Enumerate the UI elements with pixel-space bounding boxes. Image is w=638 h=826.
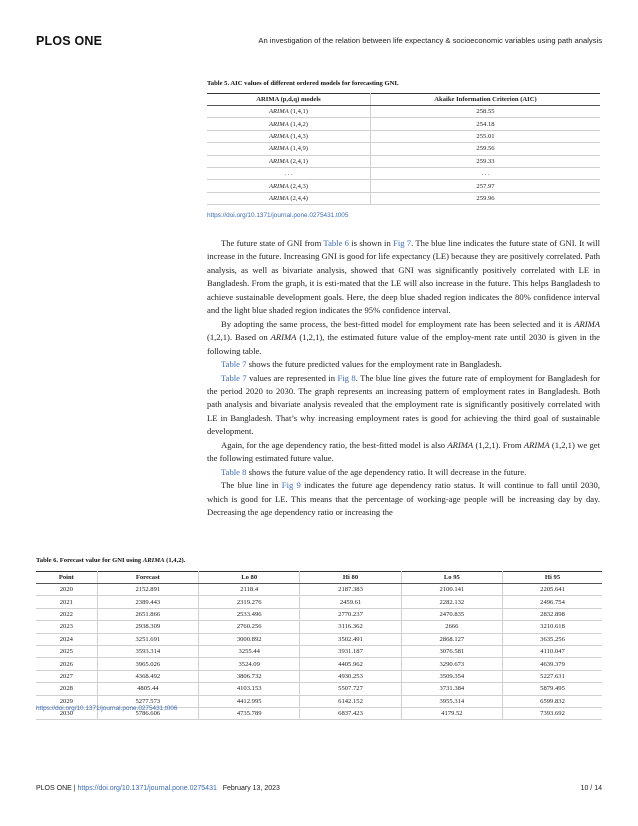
table5-cell-model: ARIMA (2,4,3) [207,180,371,192]
table6-row [36,633,602,645]
table6-cell: 2760.256 [199,621,300,633]
table5-cell-aic: 255.01 [371,130,601,142]
table6-row [36,621,602,633]
table6-cell: 5227.631 [503,670,602,682]
table6-caption-label: Table 6. [36,557,59,564]
table6-cell: 2938.309 [97,621,198,633]
paragraph: The future state of GNI from Table 6 is shown in Fig 7. The blue line indicates the future state of GNI. It will increase in the future. Increasing GNI is good for life expectancy (LE) because they are positively correlated. Path analysis, as well as bivariate analysis, showed that GNI was significantly positively correlated with LE in Bangladesh. From the graph, it is esti-mated that the LE will also increase in the future. This helps Bangladesh to achieve sustainable development goals. Here, the deep blue shaded region indicates the 80% confidence interval and the light blue shaded region indicates the 95% confidence interval. [207,238,601,316]
table6-row [36,584,602,596]
table6-cell: 3593.314 [97,645,198,657]
body-text [207,237,600,520]
table6-cell: 7393.692 [503,707,602,719]
table5-cell-aic: 259.56 [371,143,601,155]
table6-cell: 2770.237 [300,608,401,620]
table5-row [207,192,600,204]
paragraph: Table 7 values are represented in Fig 8. The blue line gives the future rate of employment for Bangladesh for the period 2020 to 2030. The graph represents an increasing pattern of employment rates in Bangladesh. Both path analysis and bivariate analysis revealed that the employment rate is significantly positively correlated with LE in Bangladesh. That’s why increasing employment rates is good for achieving the third goal of sustainable development. [207,372,600,437]
table5-cell-model: ARIMA (1,4,1) [207,106,371,118]
table6-cell: 4930.253 [300,670,401,682]
table6-cell: 2533.496 [199,608,300,620]
table6-cell: 2205.641 [503,584,602,596]
table8-link[interactable]: Table 8 [221,466,247,477]
page-number: 10 / 14 [580,785,602,792]
running-title: An investigation of the relation between life expectancy & socioeconomic variables using path analysis [258,36,602,45]
table6-cell: 2022 [36,608,97,620]
table6-cell: 2030 [36,707,97,719]
table5-cell-model: ARIMA (2,4,1) [207,155,371,167]
table5-cell-aic: 259.96 [371,192,601,204]
table6-cell: 6837.423 [300,707,401,719]
table5-row [207,180,600,192]
table6-cell: 3116.362 [300,621,401,633]
table6-cell: 2118.4 [199,584,300,596]
table6-cell: 2187.383 [300,584,401,596]
fig9-link[interactable]: Fig 9 [281,480,301,491]
table6-header-cell: Hi 95 [503,572,602,584]
table6-cell: 3806.732 [199,670,300,682]
table6-cell: 3255.44 [199,645,300,657]
table5-row [207,155,600,167]
table6-row [36,683,602,695]
table6-cell: 2282.132 [401,596,502,608]
table7-link[interactable]: Table 7 [221,359,247,370]
table6-cell: 5879.495 [503,683,602,695]
table6-cell: 5507.727 [300,683,401,695]
table6-cell: 2027 [36,670,97,682]
table5-cell-model: ARIMA (2,4,4) [207,192,371,204]
table6-cell: 2152.891 [97,584,198,596]
table5-row [207,143,600,155]
table6-cell: 5786.606 [97,707,198,719]
table5-cell-aic: 259.33 [371,155,601,167]
table6-caption: Table 6. Forecast value for GNI using ARIMA (1,4,2). [36,557,186,564]
table7-link[interactable]: Table 7 [221,372,247,383]
table6-cell: 3000.892 [199,633,300,645]
table6-cell: 2666 [401,621,502,633]
table5-header-model: ARIMA (p,d,q) models [207,94,371,106]
table6-row [36,670,602,682]
table5-caption-text: AIC values of different ordered models for forecasting GNI. [230,80,399,87]
paragraph: Table 8 shows the future value of the age dependency ratio. It will decrease in the future. [221,466,527,477]
table6-header-cell: Hi 80 [300,572,401,584]
table6-cell: 4412.995 [199,695,300,707]
footer: PLOS ONE | https://doi.org/10.1371/journal.pone.0275431 February 13, 2023 [36,785,280,792]
table6-cell: 2023 [36,621,97,633]
table6-cell: 4179.52 [401,707,502,719]
table5-row [207,130,600,142]
table6-cell: 4735.789 [199,707,300,719]
table5-row [207,118,600,130]
table5-caption-label: Table 5. [207,80,230,87]
table6-cell: 2832.898 [503,608,602,620]
table5-cell-model: . . . [207,167,371,179]
paragraph: The blue line in Fig 9 indicates the future age dependency ratio status. It will continue to fall until 2030, which is good for LE. This means that the percentage of working-age people will be increasing day by day. Decreasing the age dependency ratio or increasing the [207,480,600,518]
table6-cell: 4110.047 [503,645,602,657]
footer-doi-link[interactable]: https://doi.org/10.1371/journal.pone.0275431 [77,785,217,792]
table6-cell: 6142.152 [300,695,401,707]
table6-cell: 3509.354 [401,670,502,682]
table6-cell: 4639.379 [503,658,602,670]
table6-cell: 2029 [36,695,97,707]
table6-cell: 4405.962 [300,658,401,670]
table5-cell-model: ARIMA (1,4,3) [207,130,371,142]
table5-cell-model: ARIMA (1,4,9) [207,143,371,155]
table6-cell: 3965.026 [97,658,198,670]
table5-row [207,106,600,118]
table6-cell: 3635.256 [503,633,602,645]
table6 [36,571,602,720]
table6-cell: 2100.141 [401,584,502,596]
table6-header-cell: Point [36,572,97,584]
fig8-link[interactable]: Fig 8 [337,372,356,383]
table6-cell: 2868.127 [401,633,502,645]
paragraph: By adopting the same process, the best-fitted model for employment rate has been selected and it is ARIMA (1,2,1). Based on ARIMA (1,2,1), the estimated future value of the employ-ment rate until 2030 is given in the following table. [207,318,600,356]
table5-cell-aic: 254.18 [371,118,601,130]
table6-cell: 3076.581 [401,645,502,657]
table6-cell: 4368.492 [97,670,198,682]
table6-header-cell: Forecast [97,572,198,584]
table6-cell: 3502.491 [300,633,401,645]
table6-cell: 3955.314 [401,695,502,707]
footer-journal: PLOS ONE [36,785,72,792]
table6-row [36,658,602,670]
table6-cell: 4805.44 [97,683,198,695]
table5-doi-link[interactable]: https://doi.org/10.1371/journal.pone.0275431.t005 [207,212,349,219]
table6-link[interactable]: Table 6 [323,238,349,248]
table6-row [36,608,602,620]
table6-cell: 2319.276 [199,596,300,608]
table5-cell-aic: 258.55 [371,106,601,118]
paragraph: Table 7 shows the future predicted values for the employment rate in Bangladesh. [221,359,502,370]
table6-cell: 2651.866 [97,608,198,620]
table6-row [36,645,602,657]
table6-cell: 3731.384 [401,683,502,695]
table6-cell: 3290.673 [401,658,502,670]
table6-cell: 2026 [36,658,97,670]
table5 [207,93,600,205]
table5-cell-model: ARIMA (1,4,2) [207,118,371,130]
table6-cell: 2025 [36,645,97,657]
table5-header-aic: Akaike Information Criterion (AIC) [371,94,601,106]
paragraph: Again, for the age dependency ratio, the best-fitted model is also ARIMA (1,2,1). From ARIMA (1,2,1) we get the following estimated future value. [207,439,600,464]
table5-cell-aic: . . . [371,167,601,179]
table6-cell: 2389.443 [97,596,198,608]
table6-doi-link[interactable]: https://doi.org/10.1371/journal.pone.0275431.t006 [36,705,178,712]
table6-cell: 3210.618 [503,621,602,633]
footer-date: February 13, 2023 [222,785,280,792]
table6-cell: 2021 [36,596,97,608]
fig7-link[interactable]: Fig 7 [393,238,412,248]
table6-cell: 6599.832 [503,695,602,707]
table6-caption-text: Forecast value for GNI using [59,557,143,564]
table6-cell: 5277.573 [97,695,198,707]
table5-cell-aic: 257.97 [371,180,601,192]
table6-cell: 2024 [36,633,97,645]
journal-logo: PLOS ONE [36,34,103,48]
table6-header-cell: Lo 80 [199,572,300,584]
table6-cell: 4103.153 [199,683,300,695]
table6-header-cell: Lo 95 [401,572,502,584]
table6-cell: 2496.754 [503,596,602,608]
table6-cell: 3524.09 [199,658,300,670]
table6-cell: 2028 [36,683,97,695]
table5-row [207,167,600,179]
table6-cell: 2020 [36,584,97,596]
table6-cell: 3251.691 [97,633,198,645]
table6-cell: 3931.187 [300,645,401,657]
table6-cell: 2470.835 [401,608,502,620]
table6-row [36,596,602,608]
table6-cell: 2459.61 [300,596,401,608]
table5-caption [207,80,399,87]
